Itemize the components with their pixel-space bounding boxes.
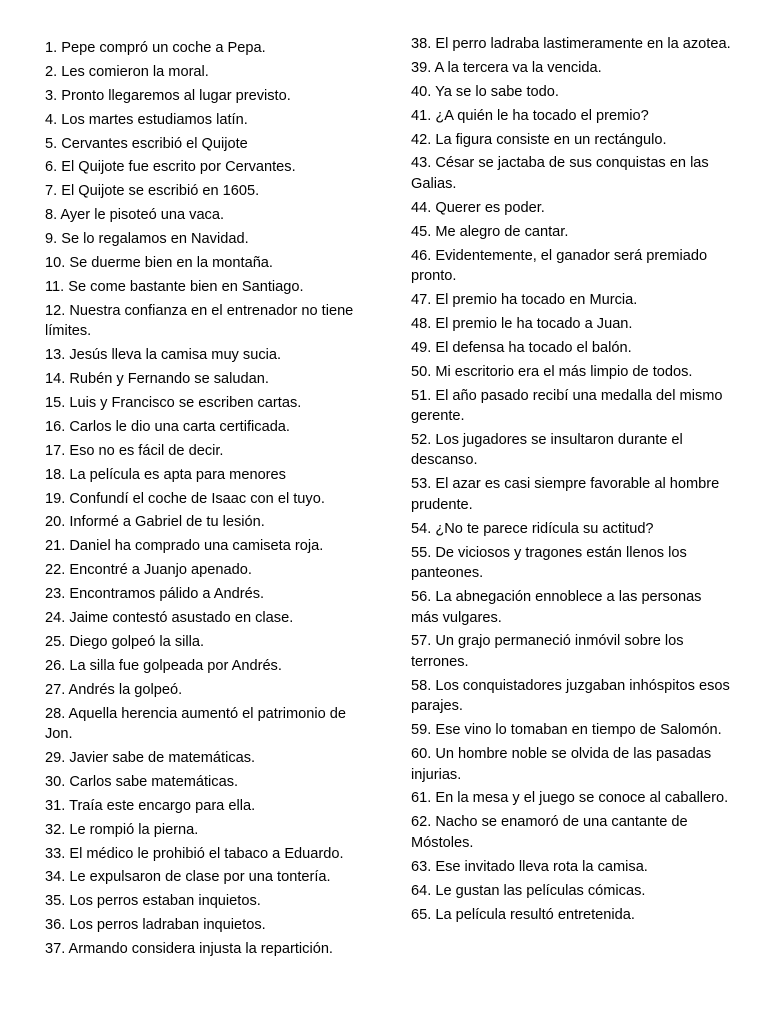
sentence-item: 48. El premio le ha tocado a Juan. [411, 315, 633, 332]
sentence-item: 22. Encontré a Juanjo apenado. [45, 562, 252, 579]
sentence-item: 2. Les comieron la moral. [45, 63, 209, 80]
sentence-item: 36. Los perros ladraban inquietos. [45, 917, 266, 934]
sentence-item: 45. Me alegro de cantar. [411, 223, 569, 240]
sentence-item: 18. La película es apta para menores [45, 466, 286, 483]
sentence-item: 47. El premio ha tocado en Murcia. [411, 292, 638, 309]
sentence-item: 49. El defensa ha tocado el balón. [411, 339, 632, 356]
sentence-item: 65. La película resultó entretenida. [411, 906, 635, 923]
sentence-item: 21. Daniel ha comprado una camiseta roja. [45, 538, 324, 555]
sentence-item: 54. ¿No te parece ridícula su actitud? [411, 520, 654, 537]
sentence-item: 8. Ayer le pisoteó una vaca. [45, 207, 225, 224]
sentence-item: 42. La figura consiste en un rectángulo. [411, 131, 667, 148]
sentence-item: 15. Luis y Francisco se escriben cartas. [45, 394, 302, 411]
sentence-item: 9. Se lo regalamos en Navidad. [45, 231, 249, 248]
sentence-item: 55. De viciosos y tragones están llenos los panteones. [411, 544, 687, 582]
sentence-item: 43. César se jactaba de sus conquistas en las Galias. [411, 155, 709, 192]
sentence-item: 46. Evidentemente, el ganador será premiado pronto. [411, 247, 708, 285]
sentence-item: 14. Rubén y Fernando se saludan. [45, 371, 269, 388]
sentence-item: 10. Se duerme bien en la montaña. [45, 255, 273, 272]
sentence-item: 27. Andrés la golpeó. [45, 681, 183, 698]
sentence-item: 34. Le expulsaron de clase por una tontería. [45, 869, 331, 886]
sentence-item: 62. Nacho se enamoró de una cantante de Móstoles. [411, 814, 688, 851]
sentence-item: 29. Javier sabe de matemáticas. [45, 749, 256, 766]
sentence-item: 3. Pronto llegaremos al lugar previsto. [45, 87, 291, 104]
sentence-item: 57. Un grajo permaneció inmóvil sobre los terrones. [411, 633, 684, 670]
sentence-item: 6. El Quijote fue escrito por Cervantes. [45, 159, 296, 176]
sentence-item: 40. Ya se lo sabe todo. [411, 83, 559, 100]
sentence-item: 17. Eso no es fácil de decir. [45, 442, 224, 459]
sentence-item: 32. Le rompió la pierna. [45, 821, 199, 838]
sentence-item: 25. Diego golpeó la silla. [45, 633, 205, 650]
sentence-item: 31. Traía este encargo para ella. [45, 797, 256, 814]
sentence-item: 11. Se come bastante bien en Santiago. [45, 278, 304, 295]
sentence-item: 35. Los perros estaban inquietos. [45, 893, 261, 910]
sentence-item: 13. Jesús lleva la camisa muy sucia. [45, 347, 282, 364]
sentence-item: 19. Confundí el coche de Isaac con el tuyo. [45, 490, 325, 507]
sentence-item: 23. Encontramos pálido a Andrés. [45, 586, 265, 603]
sentence-item: 53. El azar es casi siempre favorable al hombre prudente. [411, 476, 720, 513]
sentence-item: 44. Querer es poder. [411, 199, 545, 216]
sentence-item: 7. El Quijote se escribió en 1605. [45, 183, 260, 200]
sentence-item: 64. Le gustan las películas cómicas. [411, 882, 646, 899]
sentence-item: 37. Armando considera injusta la repartición. [45, 941, 333, 958]
sentence-item: 20. Informé a Gabriel de tu lesión. [45, 514, 265, 531]
sentence-item: 16. Carlos le dio una carta certificada. [45, 418, 290, 435]
sentence-item: 56. La abnegación ennoblece a las personas más vulgares. [411, 589, 702, 626]
sentence-item: 41. ¿A quién le ha tocado el premio? [411, 107, 649, 124]
sentence-item: 38. El perro ladraba lastimeramente en la azotea. [411, 36, 731, 52]
sentence-item: 50. Mi escritorio era el más limpio de todos. [411, 363, 693, 380]
sentence-item: 60. Un hombre noble se olvida de las pasadas injurias. [411, 746, 712, 783]
sentence-list-right [411, 34, 731, 928]
sentence-item: 30. Carlos sabe matemáticas. [45, 773, 239, 790]
sentence-item: 12. Nuestra confianza en el entrenador no tiene límites. [45, 302, 354, 340]
sentence-item: 52. Los jugadores se insultaron durante el descanso. [411, 431, 683, 469]
sentence-item: 51. El año pasado recibí una medalla del mismo gerente. [411, 387, 723, 425]
sentence-item: 24. Jaime contestó asustado en clase. [45, 609, 294, 626]
sentence-item: 59. Ese vino lo tomaban en tiempo de Salomón. [411, 722, 722, 739]
sentence-item: 28. Aquella herencia aumentó el patrimonio de Jon. [45, 705, 346, 743]
sentence-item: 4. Los martes estudiamos latín. [45, 111, 248, 128]
sentence-item: 63. Ese invitado lleva rota la camisa. [411, 858, 648, 875]
sentence-item: 1. Pepe compró un coche a Pepa. [45, 40, 266, 56]
sentence-list-left [45, 38, 375, 963]
sentence-item: 58. Los conquistadores juzgaban inhóspitos esos parajes. [411, 677, 730, 715]
sentence-item: 61. En la mesa y el juego se conoce al caballero. [411, 790, 729, 807]
sentence-item: 39. A la tercera va la vencida. [411, 59, 602, 76]
sentence-item: 33. El médico le prohibió el tabaco a Eduardo. [45, 845, 344, 862]
sentence-item: 26. La silla fue golpeada por Andrés. [45, 657, 282, 674]
sentence-item: 5. Cervantes escribió el Quijote [45, 135, 248, 152]
